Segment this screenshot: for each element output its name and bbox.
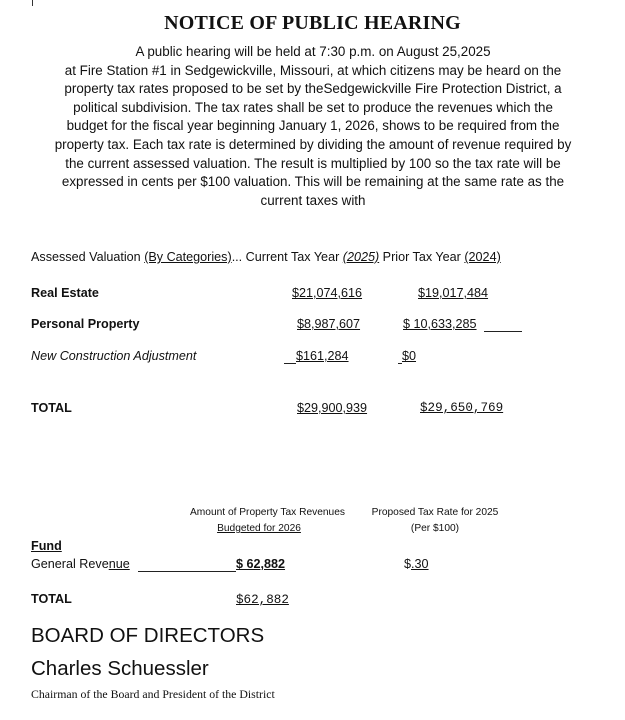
valuation-total-prior: $29,650,769 [420,401,504,415]
board-heading: BOARD OF DIRECTORS [31,624,265,647]
real-estate-label: Real Estate [31,286,99,300]
rate-header-line1: Proposed Tax Rate for 2025 [371,507,499,518]
intro-line: expressed in cents per $100 valuation. This will be remaining at the same rate as the [61,174,565,190]
revenue-total-amount: $62,882 [236,593,289,607]
underline-rule [398,363,402,364]
new-construction-current: $161,284 [296,349,349,363]
personal-property-prior: $ 10,633,285 [403,317,477,331]
intro-paragraph [28,43,598,210]
underline-rule [484,331,522,332]
fund-rate-part: $ [404,557,412,571]
intro-line: A public hearing will be held at 7:30 p.m. on August 25,2025 [135,44,491,59]
valuation-header-label: Assessed Valuation [31,250,145,264]
text-cursor [32,0,33,6]
fund-rate [404,557,429,571]
rate-header-line2: (Per $100) [410,523,460,534]
fund-label: Fund [31,539,62,553]
intro-line: political subdivision. The tax rates shall be set to produce the revenues which the [73,99,553,115]
current-year-label: ... Current Tax Year [231,250,343,264]
personal-property-current: $8,987,607 [297,317,361,331]
intro-line: property tax. Each tax rate is determined by dividing the amount of revenue required by [54,136,572,152]
intro-line: property tax rates proposed to be set by theSedgewickville Fire Protection District, a [64,81,562,97]
fund-name-part: General Reve [31,557,109,571]
by-categories-label: (By Categories) [144,250,232,264]
revenue-header-line2: Budgeted for 2026 [217,523,301,534]
valuation-total-current: $29,900,939 [297,401,368,415]
signer-role: Chairman of the Board and President of the District [31,687,275,701]
prior-year-label: Prior Tax Year [379,250,465,264]
rate-column-header [364,505,506,537]
current-year: (2025) [342,250,380,264]
page-title: NOTICE OF PUBLIC HEARING [164,12,461,34]
real-estate-prior: $19,017,484 [418,286,489,300]
fund-name-part: nue [108,557,130,571]
intro-line: at Fire Station #1 in Sedgewickville, Missouri, at which citizens may be heard on the [64,62,562,78]
fund-name [31,557,130,571]
signer-name: Charles Schuessler [31,657,209,680]
revenue-column-header [190,505,345,537]
intro-line: current taxes with [260,192,366,208]
revenue-header-line1: Amount of Property Tax Revenues [190,507,345,518]
real-estate-current: $21,074,616 [292,286,363,300]
intro-line: budget for the fiscal year beginning January 1, 2026, shows to be required from the [66,118,560,134]
intro-line: the current assessed valuation. The result is multiplied by 100 so the tax rate will be [65,155,561,171]
revenue-total-label: TOTAL [31,592,72,606]
fund-amount: $ 62,882 [236,557,286,571]
personal-property-label: Personal Property [31,317,140,331]
fund-rate-part: .30 [411,557,429,571]
underline-rule [138,571,236,572]
new-construction-prior: $0 [402,349,417,363]
valuation-total-label: TOTAL [31,401,72,415]
underline-rule [284,363,296,364]
prior-year: (2024) [464,250,501,264]
valuation-header [31,250,501,264]
new-construction-label: New Construction Adjustment [31,349,197,363]
